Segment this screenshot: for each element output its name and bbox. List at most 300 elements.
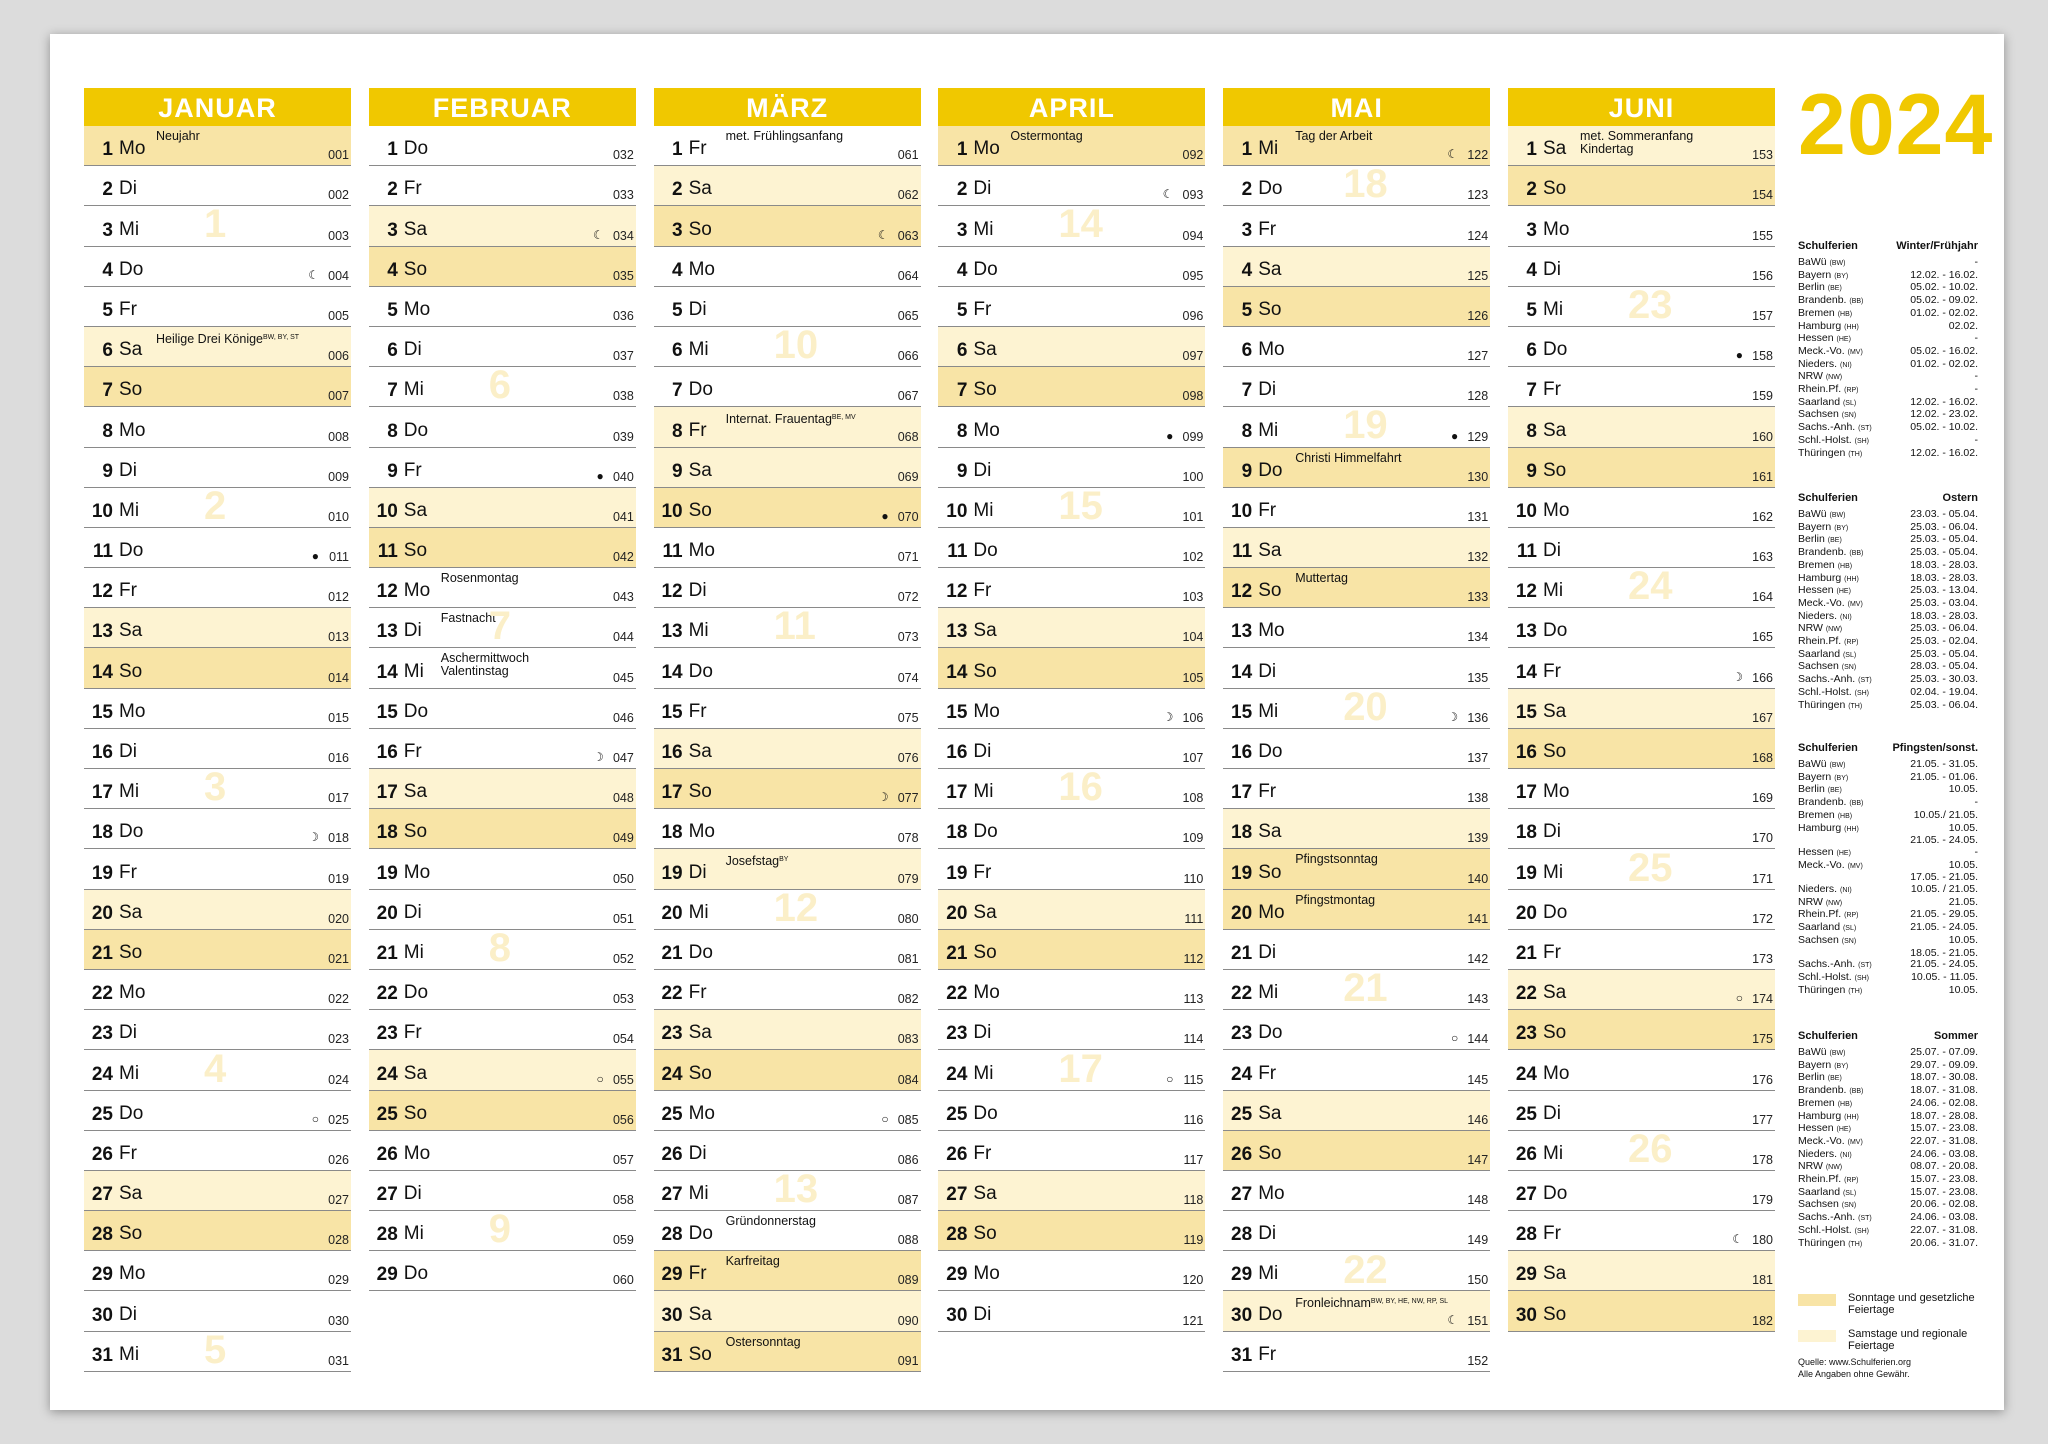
weekday: Sa xyxy=(403,218,428,240)
weekday: Fr xyxy=(688,700,707,722)
day-row xyxy=(938,1211,1205,1251)
day-number: 26 xyxy=(376,1143,398,1165)
day-of-year: 156 xyxy=(1752,268,1773,283)
day-number: 2 xyxy=(1526,179,1537,201)
day-of-year: 006 xyxy=(328,349,349,364)
day-of-year: 048 xyxy=(612,791,634,806)
weekday: Mi xyxy=(1258,700,1279,722)
weekday: Mo xyxy=(973,419,1000,441)
day-of-year: 029 xyxy=(328,1273,349,1288)
weekday: So xyxy=(688,218,712,240)
day-number: 17 xyxy=(376,782,398,804)
holiday-table-header: Schulferien Ostern xyxy=(1798,492,1978,504)
day-number: 30 xyxy=(1515,1304,1537,1326)
day-of-year: 016 xyxy=(328,751,349,765)
weekday: So xyxy=(1543,178,1567,200)
day-of-year: 033 xyxy=(612,188,634,203)
day-of-year: 008 xyxy=(328,429,349,444)
week-number: 22 xyxy=(1343,1247,1388,1292)
month-header: FEBRUAR xyxy=(369,88,636,126)
weekday: Fr xyxy=(688,419,707,441)
day-number: 7 xyxy=(1241,380,1253,402)
day-number: 24 xyxy=(91,1063,113,1085)
day-of-year: 115 xyxy=(1183,1072,1204,1087)
day-number: 21 xyxy=(1231,942,1253,964)
day-number: 4 xyxy=(387,259,398,281)
day-row xyxy=(84,568,351,608)
day-of-year: 066 xyxy=(897,349,919,364)
month-column-5 xyxy=(1508,88,1775,1332)
day-row xyxy=(1508,849,1775,889)
day-of-year: 105 xyxy=(1182,670,1204,685)
day-of-year: 088 xyxy=(897,1233,919,1248)
day-number: 28 xyxy=(661,1224,683,1246)
day-of-year: 144 xyxy=(1467,1032,1489,1047)
weekday: Do xyxy=(1258,741,1283,762)
weekday: Mo xyxy=(403,861,431,883)
weekday: Mo xyxy=(688,258,715,280)
weekday: Sa xyxy=(1258,540,1282,562)
day-number: 11 xyxy=(1232,541,1253,563)
day-row xyxy=(1223,769,1490,809)
weekday: Fr xyxy=(1543,379,1561,401)
weekday: Do xyxy=(403,419,429,441)
weekday: Sa xyxy=(973,339,997,361)
day-row xyxy=(1508,729,1775,769)
weekday: Fr xyxy=(1543,1223,1561,1245)
day-row xyxy=(654,608,921,648)
day-of-year: 084 xyxy=(897,1072,919,1087)
day-row xyxy=(1223,247,1490,287)
day-row xyxy=(84,367,351,407)
day-number: 17 xyxy=(661,782,683,804)
day-of-year: 111 xyxy=(1184,911,1204,926)
weekday: Mi xyxy=(119,781,140,803)
day-number: 14 xyxy=(376,661,398,683)
day-row xyxy=(1508,809,1775,849)
weekday: Di xyxy=(973,178,992,200)
day-number: 13 xyxy=(946,621,968,643)
week-number: 7 xyxy=(488,604,512,649)
weekday: Fr xyxy=(1543,660,1561,682)
day-number: 30 xyxy=(91,1304,113,1326)
week-number: 25 xyxy=(1628,845,1673,890)
weekday: Di xyxy=(403,339,422,361)
day-of-year: 158 xyxy=(1752,349,1773,364)
holiday-table-row: Meck.-Vo. (MV) 10.05. xyxy=(1798,858,1978,871)
weekday: Di xyxy=(973,459,992,481)
day-row xyxy=(1508,689,1775,729)
holiday-table-row: Hamburg (HH) 18.07. - 28.08. xyxy=(1798,1109,1978,1122)
day-number: 24 xyxy=(376,1063,398,1085)
day-number: 17 xyxy=(946,782,968,804)
weekday: Fr xyxy=(119,861,137,883)
day-number: 23 xyxy=(91,1023,113,1045)
day-of-year: 045 xyxy=(612,670,634,685)
day-of-year: 126 xyxy=(1467,308,1489,323)
day-of-year: 168 xyxy=(1752,751,1773,765)
weekday: Di xyxy=(1543,258,1561,280)
day-number: 25 xyxy=(1515,1103,1537,1125)
day-of-year: 137 xyxy=(1467,751,1489,765)
day-number: 22 xyxy=(1515,983,1537,1005)
day-of-year: 027 xyxy=(328,1193,349,1208)
day-row xyxy=(84,1211,351,1251)
day-number: 19 xyxy=(1515,862,1537,884)
day-number: 10 xyxy=(661,500,683,522)
day-number: 20 xyxy=(376,902,398,924)
day-row xyxy=(369,849,636,889)
weekday: Mi xyxy=(119,1062,140,1084)
day-number: 20 xyxy=(661,902,683,924)
day-number: 12 xyxy=(91,581,113,603)
holiday-table-row: Sachs.-Anh. (ST) 21.05. - 24.05. xyxy=(1798,958,1978,971)
day-of-year: 020 xyxy=(328,911,349,926)
holiday-label: Internat. Frauentag$^{BE, MV}$ xyxy=(725,412,856,427)
day-of-year: 177 xyxy=(1752,1112,1773,1127)
weekday: Do xyxy=(1543,901,1568,923)
weekday: Mo xyxy=(1543,218,1570,240)
holiday-table-header: Schulferien Sommer xyxy=(1798,1030,1978,1042)
day-number: 14 xyxy=(661,661,683,683)
weekday: So xyxy=(973,941,997,963)
day-row xyxy=(654,1251,921,1291)
day-row xyxy=(938,1091,1205,1131)
week-number: 21 xyxy=(1343,966,1388,1011)
day-row xyxy=(654,809,921,849)
day-of-year: 161 xyxy=(1752,469,1773,484)
holiday-table-row: Bayern (BY) 25.03. - 06.04. xyxy=(1798,520,1978,533)
moon-phase-icon: ● xyxy=(1735,348,1743,363)
weekday: Mo xyxy=(403,1142,431,1164)
day-number: 5 xyxy=(672,299,683,321)
day-number: 25 xyxy=(1231,1103,1253,1125)
month-header: APRIL xyxy=(938,88,1205,126)
day-number: 14 xyxy=(91,661,113,683)
day-row xyxy=(1223,448,1490,488)
day-number: 4 xyxy=(102,259,113,281)
weekday: Sa xyxy=(973,901,997,923)
day-number: 26 xyxy=(1515,1143,1537,1165)
day-number: 30 xyxy=(1231,1304,1253,1326)
day-row xyxy=(369,890,636,930)
weekday: Do xyxy=(1543,339,1568,361)
day-row xyxy=(84,970,351,1010)
weekday: Di xyxy=(403,901,422,923)
day-number: 15 xyxy=(946,701,968,723)
day-of-year: 012 xyxy=(328,590,349,605)
day-of-year: 123 xyxy=(1467,188,1489,203)
holiday-label: Tag der Arbeit xyxy=(1295,129,1373,143)
weekday: Do xyxy=(1543,620,1568,642)
day-number: 31 xyxy=(661,1344,683,1366)
day-row xyxy=(84,689,351,729)
day-row xyxy=(1223,1211,1490,1251)
day-row xyxy=(938,1251,1205,1291)
weekday: Mo xyxy=(119,419,146,441)
day-row xyxy=(1223,648,1490,688)
day-row xyxy=(1508,1010,1775,1050)
weekday: Mi xyxy=(119,218,140,240)
weekday: Do xyxy=(403,1263,429,1285)
day-number: 20 xyxy=(91,902,113,924)
day-row xyxy=(938,1010,1205,1050)
day-of-year: 109 xyxy=(1182,831,1204,846)
day-number: 13 xyxy=(661,621,683,643)
day-of-year: 001 xyxy=(328,148,349,163)
day-row xyxy=(1508,769,1775,809)
weekday: Do xyxy=(973,540,998,562)
holiday-table-row: Bremen (HB) 10.05./ 21.05. xyxy=(1798,808,1978,821)
day-of-year: 067 xyxy=(897,389,919,404)
weekday: So xyxy=(1258,580,1282,602)
day-row xyxy=(1508,1251,1775,1291)
day-number: 20 xyxy=(946,902,968,924)
day-of-year: 041 xyxy=(612,509,634,524)
day-of-year: 097 xyxy=(1182,349,1204,364)
day-row xyxy=(369,648,636,688)
weekday: Sa xyxy=(1258,821,1282,843)
day-of-year: 164 xyxy=(1752,590,1773,605)
moon-phase-icon: ☾ xyxy=(1447,147,1459,162)
day-row xyxy=(1508,890,1775,930)
day-row xyxy=(1223,568,1490,608)
day-row xyxy=(84,1010,351,1050)
day-number: 9 xyxy=(956,460,968,482)
holiday-table-row: Sachsen (SN) 28.03. - 05.04. xyxy=(1798,660,1978,673)
weekday: Mo xyxy=(688,1102,715,1124)
day-number: 28 xyxy=(946,1224,968,1246)
weekday: Mo xyxy=(973,700,1000,722)
day-number: 23 xyxy=(1515,1023,1537,1045)
day-row xyxy=(1508,1211,1775,1251)
weekday: Di xyxy=(403,620,422,642)
day-of-year: 181 xyxy=(1752,1273,1773,1288)
day-row xyxy=(938,849,1205,889)
day-number: 31 xyxy=(91,1344,113,1366)
day-of-year: 053 xyxy=(612,992,634,1007)
day-row xyxy=(1223,528,1490,568)
day-of-year: 082 xyxy=(897,992,919,1007)
holiday-table-row: Sachsen (SN) 12.02. - 23.02. xyxy=(1798,408,1978,421)
day-number: 5 xyxy=(956,299,968,321)
day-row xyxy=(938,206,1205,246)
day-of-year: 108 xyxy=(1182,791,1204,806)
holiday-table-row: Sachsen (SN) 20.06. - 02.08. xyxy=(1798,1198,1978,1211)
day-number: 11 xyxy=(1516,541,1537,563)
day-row xyxy=(369,126,636,166)
day-of-year: 019 xyxy=(328,871,349,886)
holiday-table-row: Berlin (BE) 05.02. - 10.02. xyxy=(1798,281,1978,294)
holiday-table xyxy=(1798,240,1978,460)
day-number: 22 xyxy=(376,983,398,1005)
week-number: 24 xyxy=(1628,564,1673,609)
week-number: 14 xyxy=(1058,202,1103,247)
weekday: So xyxy=(403,258,428,280)
day-row xyxy=(369,1171,636,1211)
week-number: 23 xyxy=(1628,282,1673,327)
weekday: Do xyxy=(973,258,998,280)
day-of-year: 079 xyxy=(897,871,919,886)
weekday: Di xyxy=(1258,379,1277,401)
day-row xyxy=(84,809,351,849)
day-number: 25 xyxy=(91,1103,113,1125)
day-number: 18 xyxy=(376,822,398,844)
weekday: Mi xyxy=(403,941,424,963)
weekday: Fr xyxy=(688,138,707,160)
day-row xyxy=(369,568,636,608)
day-number: 21 xyxy=(946,942,968,964)
day-row xyxy=(84,1091,351,1131)
day-row xyxy=(369,488,636,528)
day-of-year: 078 xyxy=(897,831,919,846)
day-number: 10 xyxy=(1231,500,1253,522)
day-row xyxy=(938,287,1205,327)
day-of-year: 014 xyxy=(328,670,349,685)
weekday: Sa xyxy=(1543,982,1567,1004)
day-number: 21 xyxy=(1515,942,1537,964)
weekday: Sa xyxy=(1258,258,1282,280)
weekday: Do xyxy=(1258,1022,1283,1044)
day-of-year: 143 xyxy=(1467,992,1489,1007)
day-number: 3 xyxy=(102,219,113,241)
day-row xyxy=(654,1332,921,1372)
day-number: 18 xyxy=(661,822,683,844)
day-number: 16 xyxy=(91,742,113,763)
day-number: 8 xyxy=(102,420,113,442)
day-of-year: 056 xyxy=(612,1112,634,1127)
day-of-year: 042 xyxy=(612,550,634,565)
weekday: Mi xyxy=(119,499,140,521)
day-number: 7 xyxy=(102,380,113,402)
day-of-year: 147 xyxy=(1467,1152,1489,1167)
day-row xyxy=(84,287,351,327)
day-number: 27 xyxy=(91,1184,113,1206)
day-of-year: 099 xyxy=(1182,429,1204,444)
day-of-year: 044 xyxy=(612,630,634,645)
weekday: So xyxy=(688,781,712,803)
moon-phase-icon: ☽ xyxy=(308,830,319,845)
holiday-table-row: Schl.-Holst. (SH) 10.05. - 11.05. xyxy=(1798,970,1978,983)
holiday-table-row: Hessen (HE) - xyxy=(1798,845,1978,858)
moon-phase-icon: ☾ xyxy=(1732,1232,1743,1247)
weekday: Di xyxy=(1543,1102,1561,1124)
holiday-label: Fastnacht xyxy=(440,611,496,626)
day-row xyxy=(654,769,921,809)
weekday: So xyxy=(688,1062,712,1084)
moon-phase-icon: ● xyxy=(1166,428,1174,443)
day-row xyxy=(84,206,351,246)
day-number: 19 xyxy=(91,862,113,884)
day-of-year: 072 xyxy=(897,590,919,605)
weekday: Sa xyxy=(119,339,143,361)
day-of-year: 118 xyxy=(1183,1193,1204,1208)
holiday-table-row: Rhein.Pf. (RP) 25.03. - 02.04. xyxy=(1798,635,1978,648)
day-number: 2 xyxy=(1241,179,1253,201)
weekday: Fr xyxy=(973,861,992,883)
day-number: 25 xyxy=(946,1103,968,1125)
day-row xyxy=(938,689,1205,729)
day-row xyxy=(1508,1131,1775,1171)
weekday: Sa xyxy=(973,1183,997,1205)
day-number: 9 xyxy=(672,460,683,482)
weekday: Sa xyxy=(688,1303,712,1325)
day-number: 7 xyxy=(956,380,968,402)
holiday-table-header: Schulferien Winter/Frühjahr xyxy=(1798,240,1978,252)
day-of-year: 103 xyxy=(1182,590,1204,605)
day-of-year: 038 xyxy=(612,389,634,404)
day-of-year: 017 xyxy=(328,791,349,806)
day-row xyxy=(1223,287,1490,327)
calendar-sheet xyxy=(50,34,2004,1410)
day-of-year: 040 xyxy=(612,469,634,484)
day-number: 14 xyxy=(1515,661,1537,683)
day-number: 13 xyxy=(1515,621,1537,643)
day-of-year: 087 xyxy=(897,1193,919,1208)
day-row xyxy=(654,166,921,206)
day-number: 21 xyxy=(661,942,683,964)
holiday-table-row: Hessen (HE) - xyxy=(1798,332,1978,345)
day-of-year: 162 xyxy=(1752,509,1773,524)
day-of-year: 030 xyxy=(328,1313,349,1328)
day-of-year: 073 xyxy=(897,630,919,645)
day-of-year: 178 xyxy=(1752,1152,1773,1167)
day-row xyxy=(369,1010,636,1050)
week-number: 6 xyxy=(488,363,512,408)
day-row xyxy=(1223,970,1490,1010)
day-number: 19 xyxy=(1231,862,1253,884)
week-number: 2 xyxy=(204,483,227,528)
weekday: So xyxy=(1543,1022,1567,1044)
holiday-table-row: Brandenb. (BB) 05.02. - 09.02. xyxy=(1798,294,1978,307)
day-row xyxy=(1223,367,1490,407)
day-of-year: 121 xyxy=(1182,1313,1204,1328)
weekday: Di xyxy=(1543,540,1561,562)
day-row xyxy=(938,729,1205,769)
day-number: 15 xyxy=(1515,701,1537,723)
day-number: 3 xyxy=(672,219,683,241)
day-row xyxy=(654,849,921,889)
day-row xyxy=(1508,1050,1775,1090)
weekday: Fr xyxy=(403,459,422,481)
day-row xyxy=(84,407,351,447)
day-number: 12 xyxy=(1231,581,1253,603)
day-of-year: 028 xyxy=(328,1233,349,1248)
day-of-year: 002 xyxy=(328,188,349,203)
day-row xyxy=(654,247,921,287)
holiday-label: Aschermittwoch Valentinstag xyxy=(440,651,530,679)
holiday-label: Muttertag xyxy=(1295,571,1348,586)
day-of-year: 021 xyxy=(328,951,349,966)
day-row xyxy=(654,407,921,447)
day-number: 23 xyxy=(376,1023,398,1045)
holiday-table-row: Nieders. (NI) 01.02. - 02.02. xyxy=(1798,357,1978,370)
day-row xyxy=(84,890,351,930)
day-number: 9 xyxy=(1241,460,1253,482)
day-number: 5 xyxy=(1526,299,1537,321)
week-number: 10 xyxy=(773,323,819,367)
week-number: 1 xyxy=(204,202,227,247)
day-row xyxy=(1223,327,1490,367)
day-of-year: 095 xyxy=(1182,268,1204,283)
weekday: Mi xyxy=(403,1223,424,1245)
day-of-year: 094 xyxy=(1182,228,1204,243)
day-row xyxy=(1223,1131,1490,1171)
day-row xyxy=(84,1291,351,1331)
day-of-year: 107 xyxy=(1182,751,1204,765)
month-header: MÄRZ xyxy=(654,88,921,126)
holiday-table-row: Sachs.-Anh. (ST) 05.02. - 10.02. xyxy=(1798,421,1978,434)
